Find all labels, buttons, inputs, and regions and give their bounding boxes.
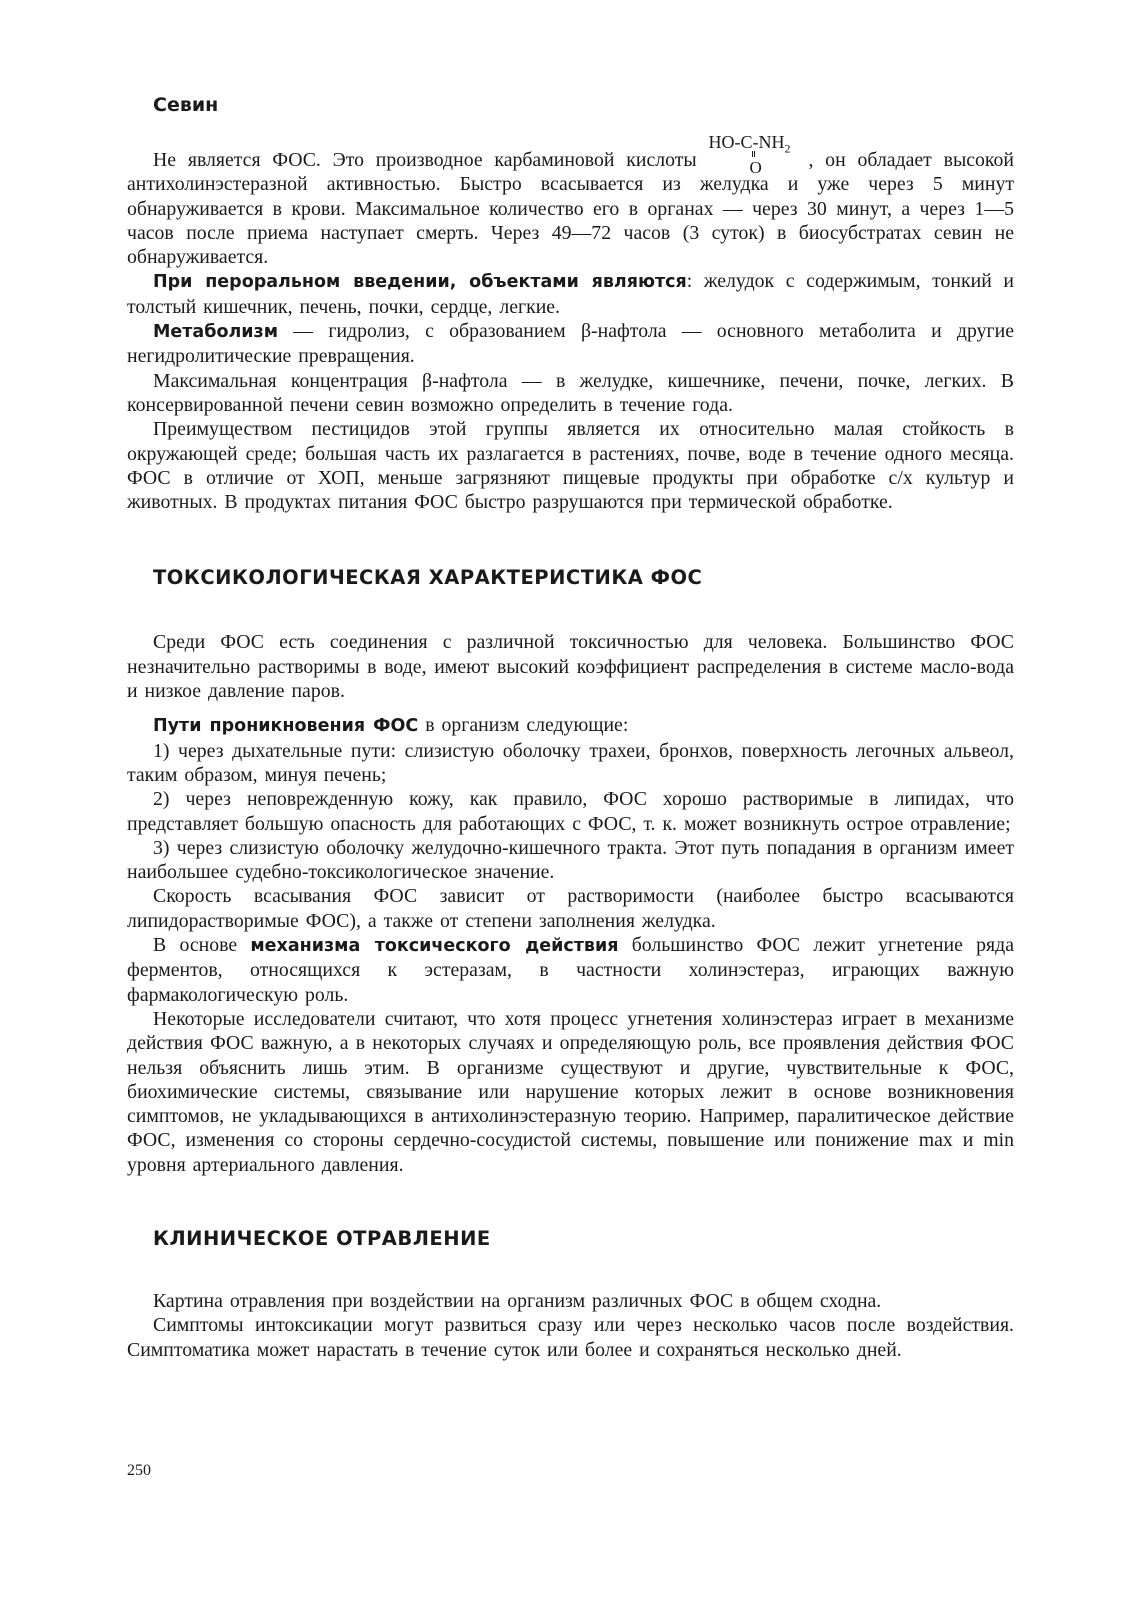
page-content	[127, 88, 1014, 1362]
tox-paragraph-7	[127, 933, 1014, 1007]
tox-p2-rest: в организм следующие:	[418, 714, 629, 737]
sevin-paragraph-1	[127, 132, 1014, 269]
clinic-paragraph-2: Симптомы интоксикации могут развиться сразу или через несколько часов после воздействия. Симптоматика может нарастать в течение суток или более и сохраняться несколько дней.	[127, 1314, 1014, 1361]
tox-paragraph-3: 1) через дыхательные пути: слизистую оболочку трахеи, бронхов, поверхность легочных альвеол, таким образом, минуя печень;	[127, 739, 1014, 786]
sevin-heading: Севин	[153, 94, 219, 116]
tox-paragraph-1: Среди ФОС есть соединения с различной токсичностью для человека. Большинство ФОС незначительно растворимы в воде, имеют высокий коэффициент распределения в системе масло-вода и низкое давление паров.	[127, 631, 1014, 703]
tox-p7-rest: большинство ФОС лежит угнетение ряда ферментов, относящихся к эстеразам, в частности холинэстераз, играющих важную фармакологическую роль.	[127, 934, 1014, 1006]
formula-top-text: HO-C-NH	[708, 132, 785, 152]
clinic-paragraph-1: Картина отравления при воздействии на организм различных ФОС в общем сходна.	[153, 1289, 882, 1312]
tox-paragraph-4: 2) через неповрежденную кожу, как правило, ФОС хорошо растворимые в липидах, что представляет большую опасность для работающих с ФОС, т. к. может возникнуть острое отравление;	[127, 788, 1014, 835]
sevin-paragraph-5: Преимуществом пестицидов этой группы является их относительно малая стойкость в окружающей среде; большая часть их разлагается в растениях, почве, воде в течение одного месяца. ФОС в отличие от ХОП, меньше загрязняют пищевые продукты при обработке с/х культур и животных. В продуктах питания ФОС быстро разрушаются при термической обработке.	[127, 418, 1014, 514]
sevin-p2-rest: : желудок с содержимым, тонкий и толстый кишечник, печень, почки, сердце, легкие.	[127, 270, 1015, 318]
tox-heading: ТОКСИКОЛОГИЧЕСКАЯ ХАРАКТЕРИСТИКА ФОС	[153, 566, 703, 590]
tox-paragraph-8: Некоторые исследователи считают, что хотя процесс угнетения холинэстераз играет в механизме действия ФОС важную, а в некоторых случаях и определяющую роль, все проявления действия ФОС нельзя объяснить лишь этим. В организме существуют и другие, чувствительные к ФОС, биохимические системы, связывание или нарушение которых лежит в основе возникновения симптомов, не укладывающихся в антихолинэстеразную теорию. Например, паралитическое действие ФОС, изменения со стороны сердечно-сосудистой системы, повышение или понижение max и min уровня артериального давления.	[127, 1007, 1014, 1176]
tox-p2-bold: Пути проникновения ФОС	[153, 716, 419, 737]
sevin-p3-bold: Метаболизм	[153, 322, 279, 343]
page-number: 250	[127, 1462, 151, 1479]
tox-p7-start: В основе	[153, 934, 251, 957]
carbamic-acid-formula	[708, 132, 808, 177]
sevin-paragraph-2	[127, 269, 1014, 319]
tox-paragraph-5: 3) через слизистую оболочку желудочно-кишечного тракта. Этот путь попадания в организм имеет наибольшее судебно-токсикологическое значение.	[127, 836, 1014, 884]
sevin-p1-rest: , он обладает высокой антихолинэстеразной активностью. Быстро всасывается из желудка и уже через 5 минут обнаруживается в крови. Максимальное количество его в органах — через 30 минут, а через 1—5 часов после приема наступает смерть. Через 49—72 часов (3 суток) в биосубстратах севин не обнаруживается.	[127, 149, 1014, 269]
tox-paragraph-2	[127, 713, 1014, 738]
formula-oxygen: O	[749, 158, 762, 177]
clinic-heading: КЛИНИЧЕСКОЕ ОТРАВЛЕНИЕ	[153, 1226, 491, 1250]
sevin-p3-rest: — гидролиз, с образованием β-нафтола — основного метаболита и другие негидролитические превращения.	[127, 320, 1014, 368]
sevin-p2-bold: При пероральном введении, объектами являются	[153, 272, 687, 293]
sevin-p1-start: Не является ФОС. Это производное карбаминовой кислоты	[153, 149, 697, 171]
formula-subscript: 2	[784, 141, 791, 156]
tox-p7-bold: механизма токсического действия	[250, 936, 619, 957]
sevin-paragraph-4: Максимальная концентрация β-нафтола — в желудке, кишечнике, печени, почке, легких. В консервированной печени севин возможно определить в течение года.	[127, 369, 1014, 416]
tox-paragraph-6: Скорость всасывания ФОС зависит от растворимости (наиболее быстро всасываются липидорастворимые ФОС), а также от степени заполнения желудка.	[127, 885, 1014, 932]
sevin-paragraph-3	[127, 319, 1014, 369]
